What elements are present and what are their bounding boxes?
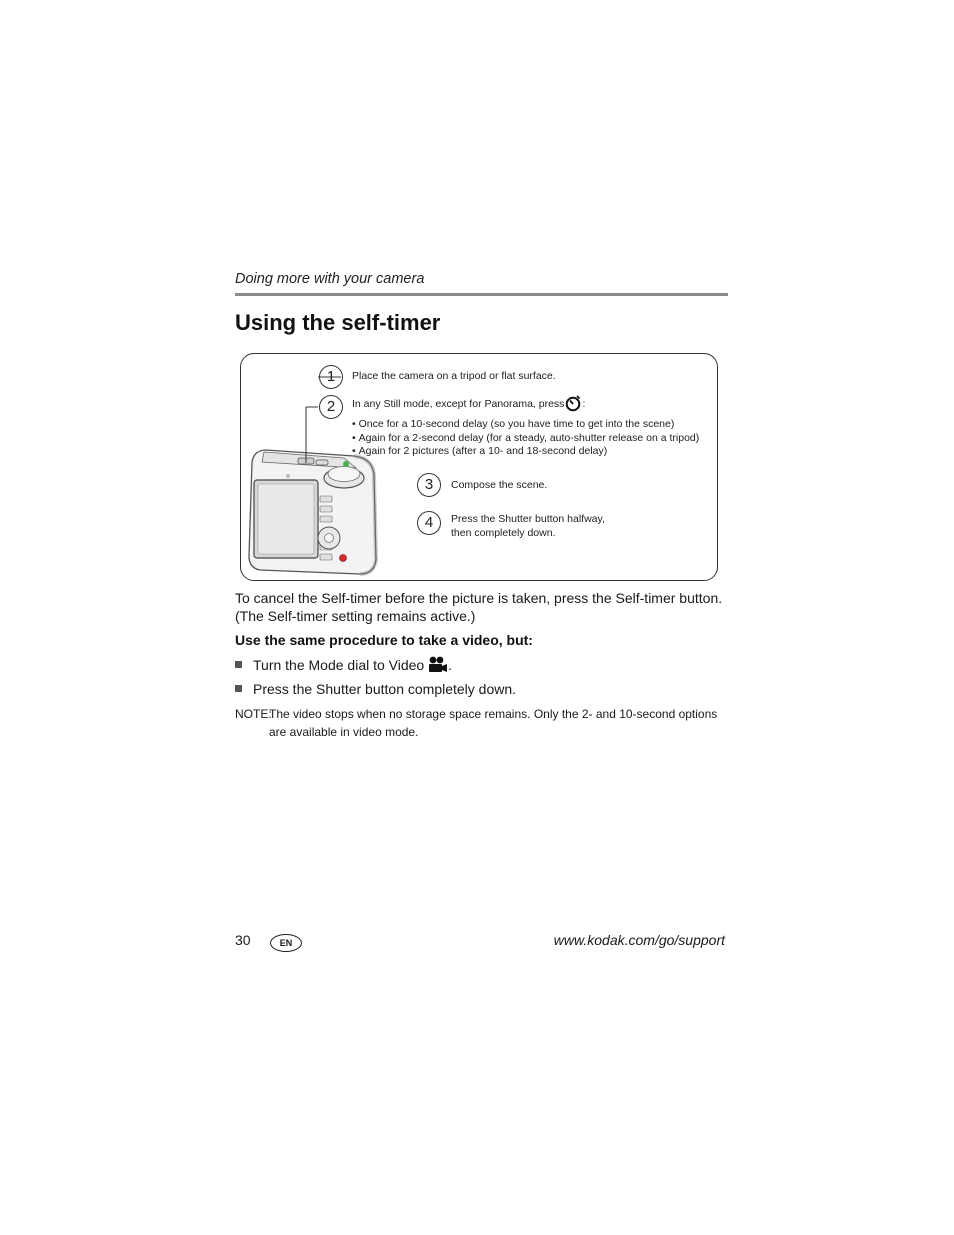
note-label: NOTE: <box>235 707 272 721</box>
list-item: • Again for 2 pictures (after a 10- and 18-second delay) <box>352 445 699 459</box>
step-3-number: 3 <box>417 473 441 497</box>
video-step-1-suffix: . <box>448 657 453 673</box>
step-1-number: 1 <box>319 365 343 389</box>
video-step-1 <box>235 656 452 673</box>
step-3-text: Compose the scene. <box>451 479 548 491</box>
header-rule <box>235 293 728 296</box>
video-heading: Use the same procedure to take a video, but: <box>235 632 533 648</box>
page-title: Using the self-timer <box>235 310 441 335</box>
list-item: • Once for a 10-second delay (so you have time to get into the scene) <box>352 418 699 432</box>
video-camera-icon <box>428 656 448 673</box>
step-2-text: In any Still mode, except for Panorama, press <box>352 398 565 410</box>
list-item: • Again for a 2-second delay (for a steady, auto-shutter release on a tripod) <box>352 432 699 446</box>
cancel-paragraph: To cancel the Self-timer before the picture is taken, press the Self-timer button. (The Self-timer setting remains active.) <box>235 590 723 624</box>
bullet-square <box>235 685 242 692</box>
step-2-number: 2 <box>319 395 343 419</box>
video-step-2-text: Press the Shutter button completely down. <box>253 681 517 697</box>
step-4-text-line2: then completely down. <box>451 527 556 539</box>
self-timer-icon <box>564 394 582 412</box>
video-step-1-text: Turn the Mode dial to Video <box>253 657 425 673</box>
step-2-line <box>352 394 585 412</box>
step-4-number: 4 <box>417 511 441 535</box>
running-head: Doing more with your camera <box>235 271 425 287</box>
support-url[interactable]: www.kodak.com/go/support <box>553 932 725 948</box>
callout-lines <box>240 353 718 581</box>
bullet-square <box>235 661 242 668</box>
step-2-suffix: : <box>582 398 586 410</box>
self-timer-options-list <box>352 418 699 459</box>
step-1-text: Place the camera on a tripod or flat surface. <box>352 370 556 382</box>
language-badge: EN <box>270 934 302 952</box>
page-number: 30 <box>235 932 251 948</box>
step-4-text-line1: Press the Shutter button halfway, <box>451 513 605 525</box>
video-step-2 <box>235 681 516 697</box>
note-text: The video stops when no storage space remains. Only the 2- and 10-second options are available in video mode. <box>269 707 718 739</box>
